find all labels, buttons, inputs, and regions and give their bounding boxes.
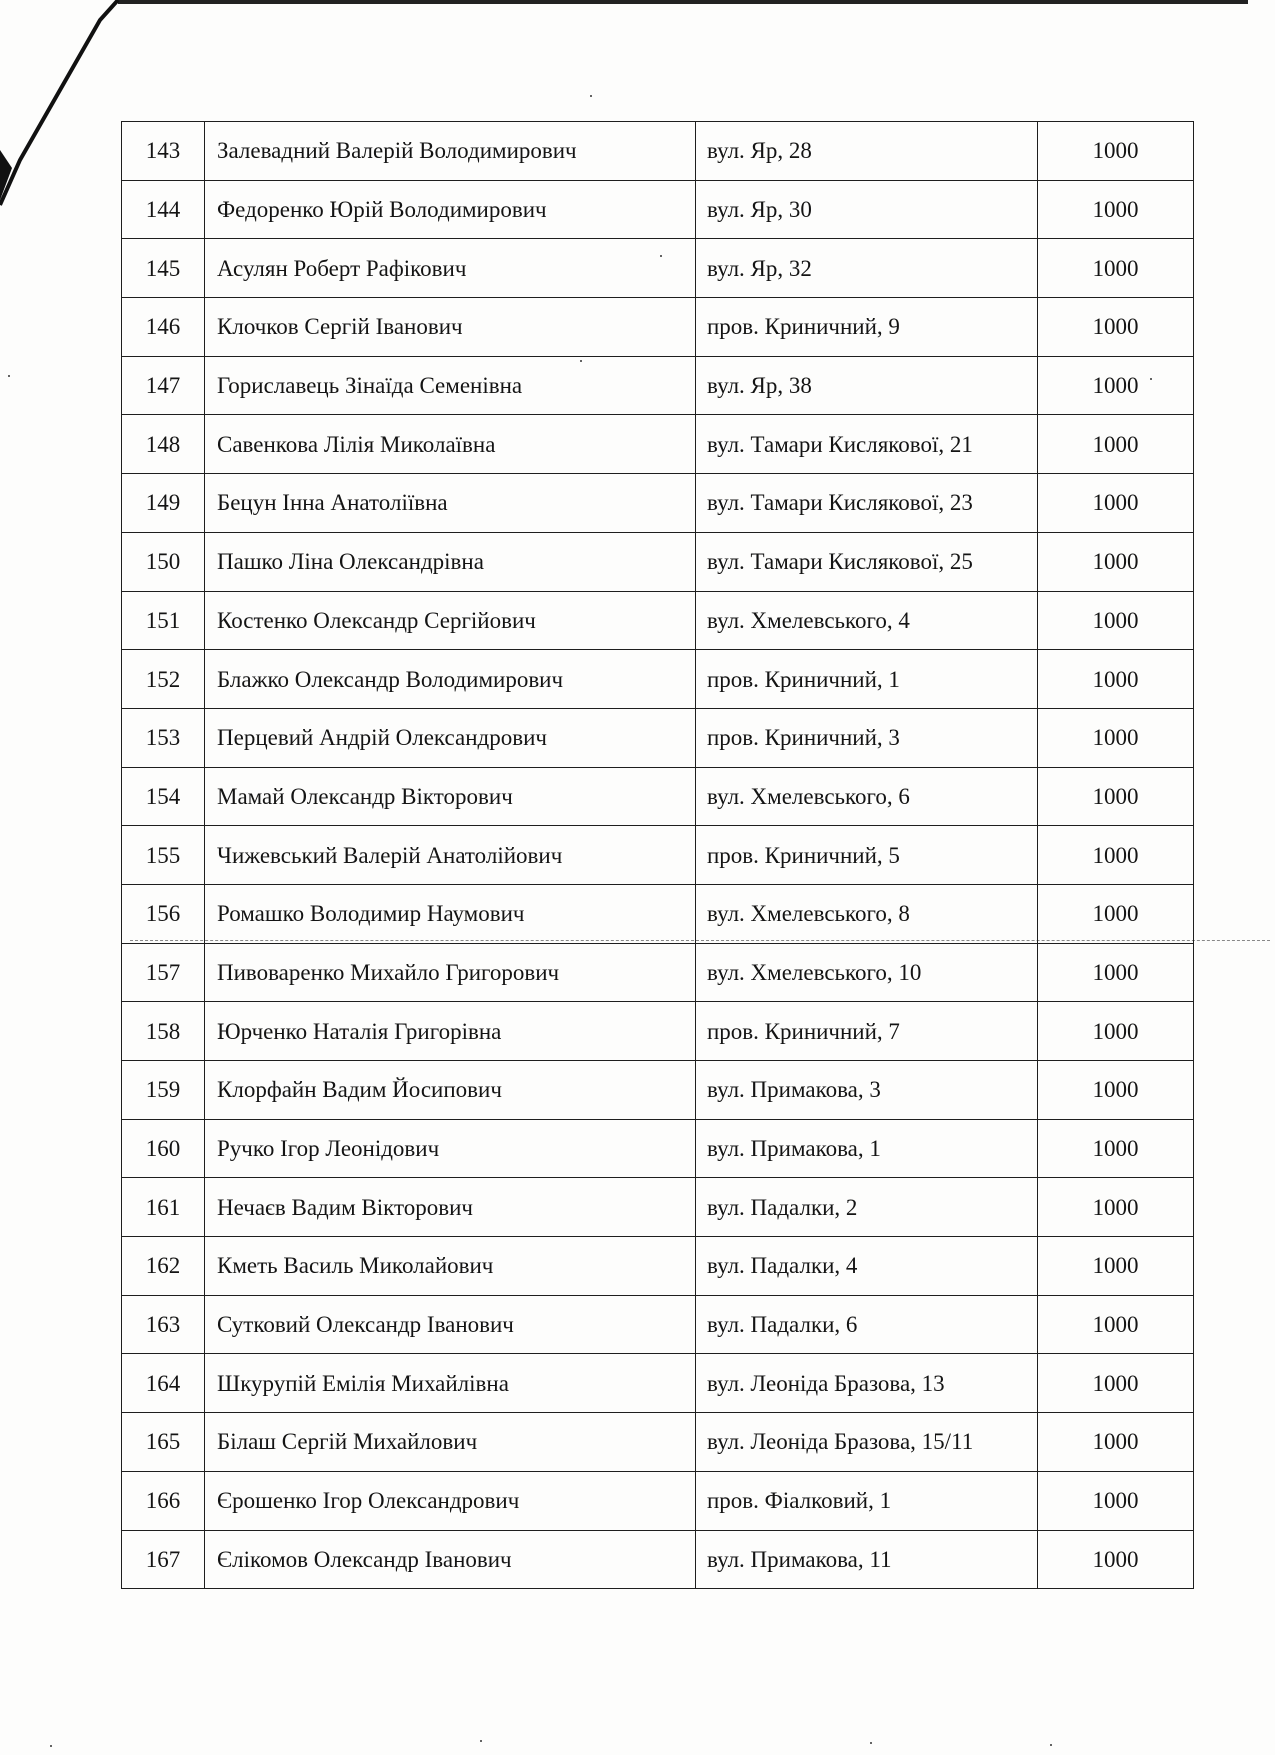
resident-name: Кметь Василь Миколайович bbox=[205, 1237, 696, 1296]
row-number: 160 bbox=[122, 1119, 205, 1178]
payment-amount: 1000 bbox=[1038, 884, 1194, 943]
row-number: 159 bbox=[122, 1061, 205, 1120]
payment-amount: 1000 bbox=[1038, 180, 1194, 239]
table-row bbox=[122, 1413, 1194, 1472]
resident-address: пров. Криничний, 3 bbox=[696, 708, 1038, 767]
row-number: 155 bbox=[122, 826, 205, 885]
table-row bbox=[122, 1061, 1194, 1120]
row-number: 149 bbox=[122, 474, 205, 533]
resident-address: вул. Падалки, 6 bbox=[696, 1295, 1038, 1354]
payment-amount: 1000 bbox=[1038, 1061, 1194, 1120]
resident-name: Єлікомов Олександр Іванович bbox=[205, 1530, 696, 1589]
row-number: 163 bbox=[122, 1295, 205, 1354]
table-row bbox=[122, 1354, 1194, 1413]
resident-name: Залевадний Валерій Володимирович bbox=[205, 122, 696, 181]
table-row bbox=[122, 122, 1194, 181]
resident-address: вул. Леоніда Бразова, 15/11 bbox=[696, 1413, 1038, 1472]
table-row bbox=[122, 474, 1194, 533]
row-number: 143 bbox=[122, 122, 205, 181]
scan-dust bbox=[1050, 1744, 1052, 1746]
table-row bbox=[122, 1471, 1194, 1530]
resident-address: вул. Примакова, 3 bbox=[696, 1061, 1038, 1120]
resident-name: Ручко Ігор Леонідович bbox=[205, 1119, 696, 1178]
resident-name: Бецун Інна Анатоліївна bbox=[205, 474, 696, 533]
resident-address: пров. Криничний, 1 bbox=[696, 650, 1038, 709]
resident-address: вул. Хмелевського, 8 bbox=[696, 884, 1038, 943]
row-number: 146 bbox=[122, 298, 205, 357]
payment-amount: 1000 bbox=[1038, 1237, 1194, 1296]
payment-amount: 1000 bbox=[1038, 1119, 1194, 1178]
row-number: 165 bbox=[122, 1413, 205, 1472]
payment-amount: 1000 bbox=[1038, 356, 1194, 415]
resident-name: Блажко Олександр Володимирович bbox=[205, 650, 696, 709]
resident-address: вул. Падалки, 2 bbox=[696, 1178, 1038, 1237]
scan-edge-line bbox=[118, 0, 1248, 4]
resident-name: Чижевський Валерій Анатолійович bbox=[205, 826, 696, 885]
row-number: 154 bbox=[122, 767, 205, 826]
resident-name: Нечаєв Вадим Вікторович bbox=[205, 1178, 696, 1237]
payment-amount: 1000 bbox=[1038, 708, 1194, 767]
table-row bbox=[122, 180, 1194, 239]
scan-dust bbox=[8, 375, 10, 377]
resident-name: Перцевий Андрій Олександрович bbox=[205, 708, 696, 767]
resident-address: вул. Яр, 28 bbox=[696, 122, 1038, 181]
row-number: 148 bbox=[122, 415, 205, 474]
payment-amount: 1000 bbox=[1038, 1471, 1194, 1530]
payment-amount: 1000 bbox=[1038, 1002, 1194, 1061]
resident-name: Сутковий Олександр Іванович bbox=[205, 1295, 696, 1354]
resident-address: вул. Яр, 30 bbox=[696, 180, 1038, 239]
payment-amount: 1000 bbox=[1038, 474, 1194, 533]
resident-name: Савенкова Лілія Миколаївна bbox=[205, 415, 696, 474]
resident-name: Білаш Сергій Михайлович bbox=[205, 1413, 696, 1472]
table-row bbox=[122, 1237, 1194, 1296]
resident-address: пров. Криничний, 5 bbox=[696, 826, 1038, 885]
row-number: 152 bbox=[122, 650, 205, 709]
row-number: 153 bbox=[122, 708, 205, 767]
row-number: 166 bbox=[122, 1471, 205, 1530]
resident-address: вул. Хмелевського, 4 bbox=[696, 591, 1038, 650]
row-number: 156 bbox=[122, 884, 205, 943]
resident-address: вул. Падалки, 4 bbox=[696, 1237, 1038, 1296]
resident-address: пров. Криничний, 9 bbox=[696, 298, 1038, 357]
table-row bbox=[122, 532, 1194, 591]
row-number: 144 bbox=[122, 180, 205, 239]
resident-name: Федоренко Юрій Володимирович bbox=[205, 180, 696, 239]
row-number: 167 bbox=[122, 1530, 205, 1589]
table-row bbox=[122, 884, 1194, 943]
resident-name: Костенко Олександр Сергійович bbox=[205, 591, 696, 650]
resident-name: Ромашко Володимир Наумович bbox=[205, 884, 696, 943]
table-row bbox=[122, 1178, 1194, 1237]
table-row bbox=[122, 298, 1194, 357]
payment-amount: 1000 bbox=[1038, 1178, 1194, 1237]
payment-amount: 1000 bbox=[1038, 591, 1194, 650]
row-number: 145 bbox=[122, 239, 205, 298]
resident-name: Єрошенко Ігор Олександрович bbox=[205, 1471, 696, 1530]
row-number: 164 bbox=[122, 1354, 205, 1413]
resident-name: Шкурупій Емілія Михайлівна bbox=[205, 1354, 696, 1413]
payment-amount: 1000 bbox=[1038, 943, 1194, 1002]
resident-address: вул. Яр, 32 bbox=[696, 239, 1038, 298]
resident-name: Мамай Олександр Вікторович bbox=[205, 767, 696, 826]
table-row bbox=[122, 943, 1194, 1002]
scan-dust bbox=[50, 1745, 52, 1747]
row-number: 150 bbox=[122, 532, 205, 591]
table-row bbox=[122, 826, 1194, 885]
resident-name: Пивоваренко Михайло Григорович bbox=[205, 943, 696, 1002]
payment-amount: 1000 bbox=[1038, 122, 1194, 181]
scan-corner-mark bbox=[0, 0, 140, 220]
scan-dust bbox=[870, 1742, 872, 1744]
row-number: 161 bbox=[122, 1178, 205, 1237]
table-row bbox=[122, 708, 1194, 767]
payment-amount: 1000 bbox=[1038, 1530, 1194, 1589]
payment-amount: 1000 bbox=[1038, 1354, 1194, 1413]
row-number: 157 bbox=[122, 943, 205, 1002]
residents-table bbox=[121, 121, 1194, 1589]
payment-amount: 1000 bbox=[1038, 650, 1194, 709]
payment-amount: 1000 bbox=[1038, 298, 1194, 357]
row-number: 162 bbox=[122, 1237, 205, 1296]
resident-address: вул. Хмелевського, 10 bbox=[696, 943, 1038, 1002]
payment-amount: 1000 bbox=[1038, 767, 1194, 826]
scan-dust bbox=[480, 1740, 482, 1742]
table-row bbox=[122, 767, 1194, 826]
resident-address: вул. Яр, 38 bbox=[696, 356, 1038, 415]
resident-name: Клорфайн Вадим Йосипович bbox=[205, 1061, 696, 1120]
resident-name: Клочков Сергій Іванович bbox=[205, 298, 696, 357]
resident-address: вул. Леоніда Бразова, 13 bbox=[696, 1354, 1038, 1413]
table-body bbox=[122, 122, 1194, 1589]
table-row bbox=[122, 1295, 1194, 1354]
row-number: 158 bbox=[122, 1002, 205, 1061]
scan-dust bbox=[590, 95, 592, 97]
table-row bbox=[122, 415, 1194, 474]
payment-amount: 1000 bbox=[1038, 826, 1194, 885]
table-row bbox=[122, 1002, 1194, 1061]
resident-address: пров. Фіалковий, 1 bbox=[696, 1471, 1038, 1530]
resident-address: вул. Тамари Кислякової, 21 bbox=[696, 415, 1038, 474]
row-number: 151 bbox=[122, 591, 205, 650]
payment-amount: 1000 bbox=[1038, 1295, 1194, 1354]
resident-name: Асулян Роберт Рафікович bbox=[205, 239, 696, 298]
resident-address: пров. Криничний, 7 bbox=[696, 1002, 1038, 1061]
resident-address: вул. Тамари Кислякової, 25 bbox=[696, 532, 1038, 591]
payment-amount: 1000 bbox=[1038, 532, 1194, 591]
resident-name: Пашко Ліна Олександрівна bbox=[205, 532, 696, 591]
resident-address: вул. Примакова, 1 bbox=[696, 1119, 1038, 1178]
table-row bbox=[122, 356, 1194, 415]
payment-amount: 1000 bbox=[1038, 239, 1194, 298]
payment-amount: 1000 bbox=[1038, 1413, 1194, 1472]
resident-address: вул. Хмелевського, 6 bbox=[696, 767, 1038, 826]
table-row bbox=[122, 239, 1194, 298]
payment-amount: 1000 bbox=[1038, 415, 1194, 474]
table-row bbox=[122, 650, 1194, 709]
resident-name: Юрченко Наталія Григорівна bbox=[205, 1002, 696, 1061]
table-row bbox=[122, 1530, 1194, 1589]
resident-name: Гориславець Зінаїда Семенівна bbox=[205, 356, 696, 415]
resident-address: вул. Примакова, 11 bbox=[696, 1530, 1038, 1589]
table-row bbox=[122, 591, 1194, 650]
row-number: 147 bbox=[122, 356, 205, 415]
table-row bbox=[122, 1119, 1194, 1178]
resident-address: вул. Тамари Кислякової, 23 bbox=[696, 474, 1038, 533]
